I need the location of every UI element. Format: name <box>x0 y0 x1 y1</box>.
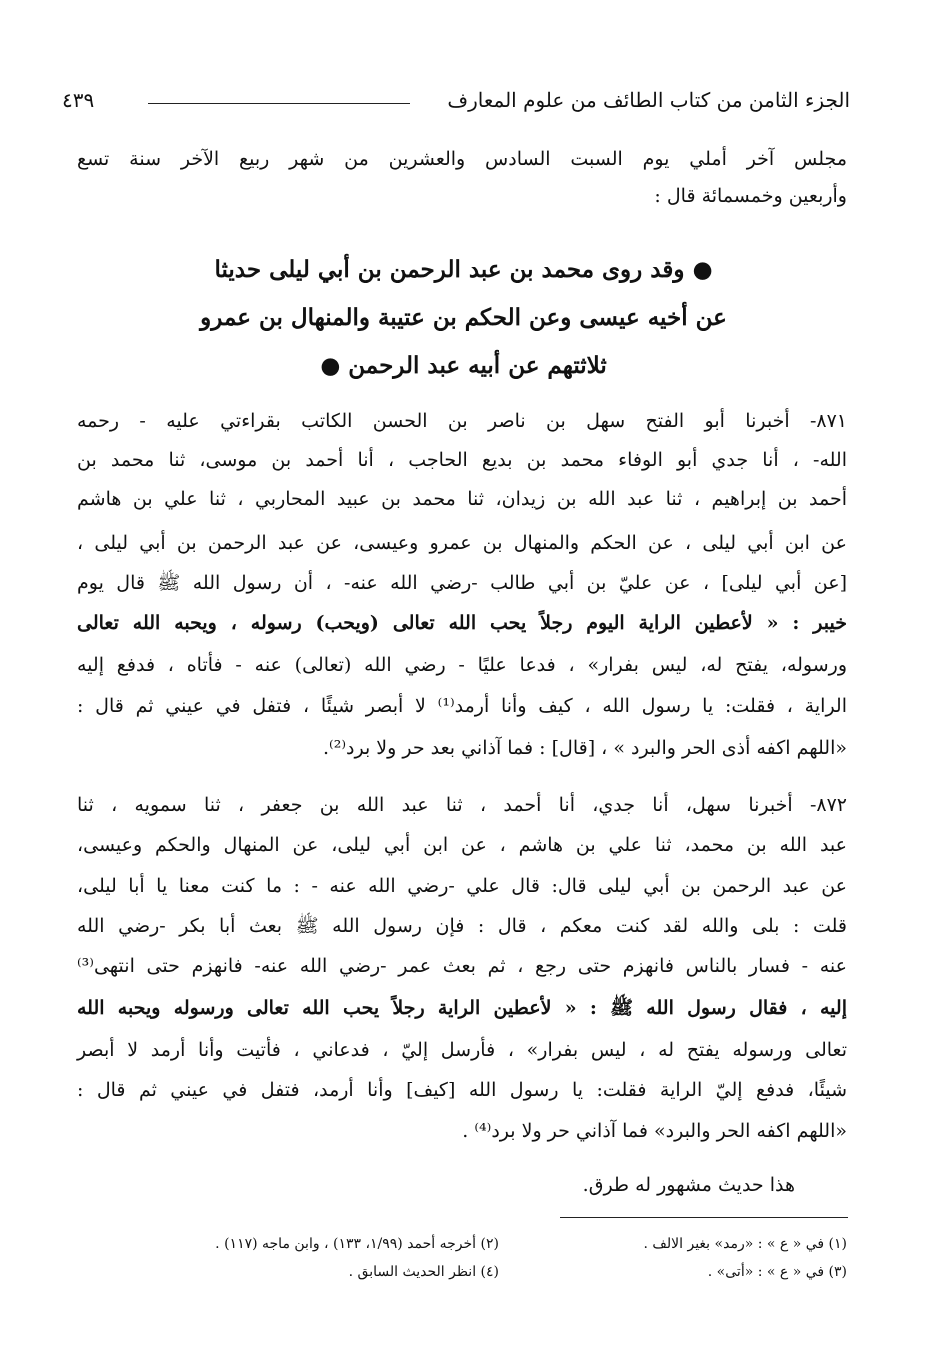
hadith-871-line-1: ٨٧١- أخبرنا أبو الفتح سهل بن ناصر بن الحسن الكاتب بقراءتي عليه - رحمه <box>77 410 847 432</box>
section-heading-line-1: ● وقد روى محمد بن عبد الرحمن بن أبي ليلى حديثا <box>214 256 713 283</box>
running-header-title: الجزء الثامن من كتاب الطائف من علوم المعارف <box>447 88 850 112</box>
hadith-872-line-1: ٨٧٢- أخبرنا سهل، أنا جدي، أنا أحمد ، ثنا عبد الله بن جعفر ، ثنا سمويه ، ثنا <box>77 794 847 816</box>
hadith-872-line-7: تعالى ورسوله يفتح له ، ليس بفرار» ، فأرسل إليّ ، فدعاني ، فأتيت وأنا أرمد لا أبصر <box>77 1039 847 1061</box>
hadith-871-line-7: ورسوله، يفتح له، ليس بفرار» ، فدعا عليًا - رضي الله (تعالى) عنه - فأتاه ، فدفع إليه <box>77 654 847 676</box>
hadith-872-line-4: قلت : بلى والله لقد كنت معكم ، قال : فإن رسول الله ﷺ بعث أبا بكر -رضي الله <box>77 915 847 937</box>
hadith-872-line-3: عن عبد الرحمن بن أبي ليلى قال: قال علي -رضي الله عنه - : ما كنت معنا يا أبا ليلى، <box>77 875 847 897</box>
hadith-871-line-3: أحمد بن إبراهيم ، ثنا عبد الله بن زيدان، ثنا محمد بن عبيد المحاربي ، ثنا علي بن هاشم <box>77 488 847 510</box>
hadith-872-line-9: «اللهم اكفه الحر والبرد» فما آذاني حر ولا برد⁽⁴⁾ . <box>462 1120 847 1142</box>
section-heading-line-2: عن أخيه عيسى وعن الحكم بن عتيبة والمنهال بن عمرو <box>200 304 727 331</box>
hadith-872-line-6: إليه ، فقال رسول الله ﷺ : « لأعطين الراية رجلاً يحب الله تعالى ورسوله ويحبه الله <box>77 997 847 1019</box>
page-number: ٤٣٩ <box>62 88 95 112</box>
hadith-871-line-5: [عن أبي ليلى] ، عن عليّ بن أبي طالب -رضي الله عنه- ، أن رسول الله ﷺ قال يوم <box>77 572 847 594</box>
hadith-871-line-2: الله- ، أنا جدي أبو الوفاء محمد بن بديع الحاجب ، أنا أحمد بن موسى، ثنا محمد بن <box>77 449 847 471</box>
hadith-871-line-4: عن ابن أبي ليلى ، عن الحكم والمنهال بن عمرو وعيسى، عن عبد الرحمن بن أبي ليلى ، <box>77 532 847 554</box>
intro-line-2: وأربعين وخمسمائة قال : <box>654 185 847 207</box>
hadith-871-line-9: «اللهم اكفه أذى الحر والبرد » ، [قال] : فما آذاني بعد حر ولا برد⁽²⁾. <box>323 737 847 759</box>
hadith-871-line-8: الراية ، فقلت: يا رسول الله ، كيف وأنا أرمد⁽¹⁾ لا أبصر شيئًا ، فتفل في عيني ثم قال : <box>77 695 847 717</box>
header-rule <box>148 103 410 104</box>
footnote-4: (٤) انظر الحديث السابق . <box>348 1264 499 1280</box>
section-heading-line-3: ثلاثتهم عن أبيه عبد الرحمن ● <box>320 352 607 379</box>
footnote-1: (١) في « ع » : «رمد» بغير الالف . <box>643 1236 847 1252</box>
hadith-872-line-5: عنه - فسار بالناس فانهزم حتى رجع ، ثم بعث عمر -رضي الله عنه- فانهزم حتى انتهى⁽³⁾ <box>77 955 847 977</box>
hadith-871-line-6: خيبر : « لأعطين الراية اليوم رجلاً يحب الله تعالى (ويحب) رسوله ، ويحبه الله تعالى <box>77 612 847 634</box>
closing-remark: هذا حديث مشهور له طرق. <box>582 1174 795 1196</box>
intro-line-1: مجلس آخر أملي يوم السبت السادس والعشرين من شهر ربيع الآخر سنة تسع <box>77 148 847 170</box>
hadith-872-line-8: شيئًا، فدفع إليّ الراية فقلت: يا رسول الله [كيف] وأنا أرمد، فتفل في عيني ثم قال : <box>77 1079 847 1101</box>
footnote-2: (٢) أخرجه أحمد (١/٩٩، ١٣٣) ، وابن ماجه (١١٧) . <box>215 1236 499 1252</box>
hadith-872-line-2: عبد الله بن محمد، ثنا علي بن هاشم ، عن ابن أبي ليلى، عن المنهال والحكم وعيسى، <box>77 834 847 856</box>
footnote-rule <box>560 1217 848 1218</box>
footnote-3: (٣) في « ع » : «أتى» . <box>707 1264 847 1280</box>
